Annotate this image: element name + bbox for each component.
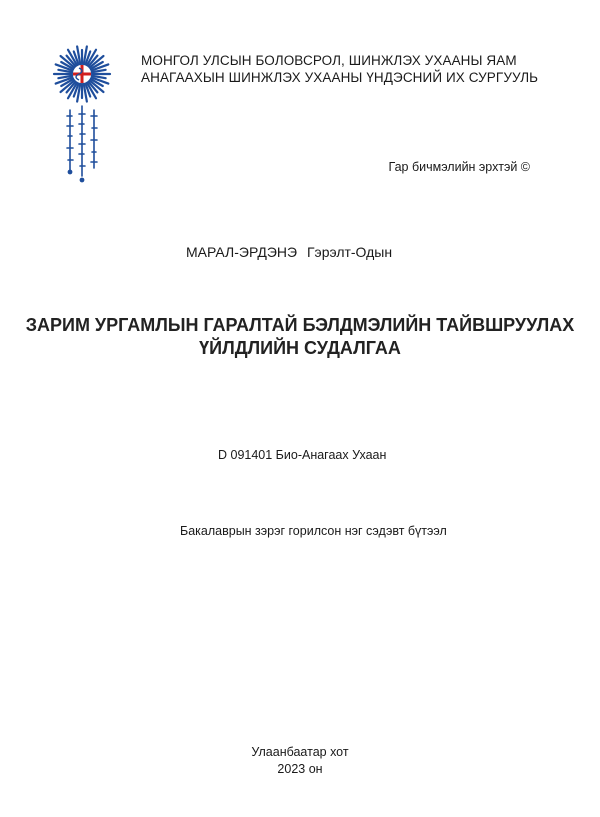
ministry-name: МОНГОЛ УЛСЫН БОЛОВСРОЛ, ШИНЖЛЭХ УХААНЫ ЯАМ [141,53,517,68]
institution-header [141,52,538,86]
thesis-title [0,314,600,360]
author-name [186,244,392,260]
copyright-notice: Гар бичмэлийн эрхтэй © [388,160,530,174]
city: Улаанбаатар хот [251,745,349,759]
degree-statement: Бакалаврын зэрэг горилсон нэг сэдэвт бүтээл [180,524,447,538]
place-and-year [0,744,600,778]
university-emblem-icon [52,44,112,184]
thesis-title-line-1: ЗАРИМ УРГАМЛЫН ГАРАЛТАЙ БЭЛДМЭЛИЙН ТАЙВШРУУЛАХ [25,315,575,335]
author-surname: МАРАЛ-ЭРДЭНЭ [186,244,298,260]
thesis-title-line-2: ҮЙЛДЛИЙН СУДАЛГАА [199,338,401,358]
university-name: АНАГААХЫН ШИНЖЛЭХ УХААНЫ ҮНДЭСНИЙ ИХ СУРГУУЛЬ [141,70,539,85]
year: 2023 он [277,762,323,776]
author-given-name: Гэрэлт-Одын [306,244,393,260]
program-code: D 091401 Био-Анагаах Ухаан [218,448,387,462]
university-emblem-logo [52,44,112,184]
